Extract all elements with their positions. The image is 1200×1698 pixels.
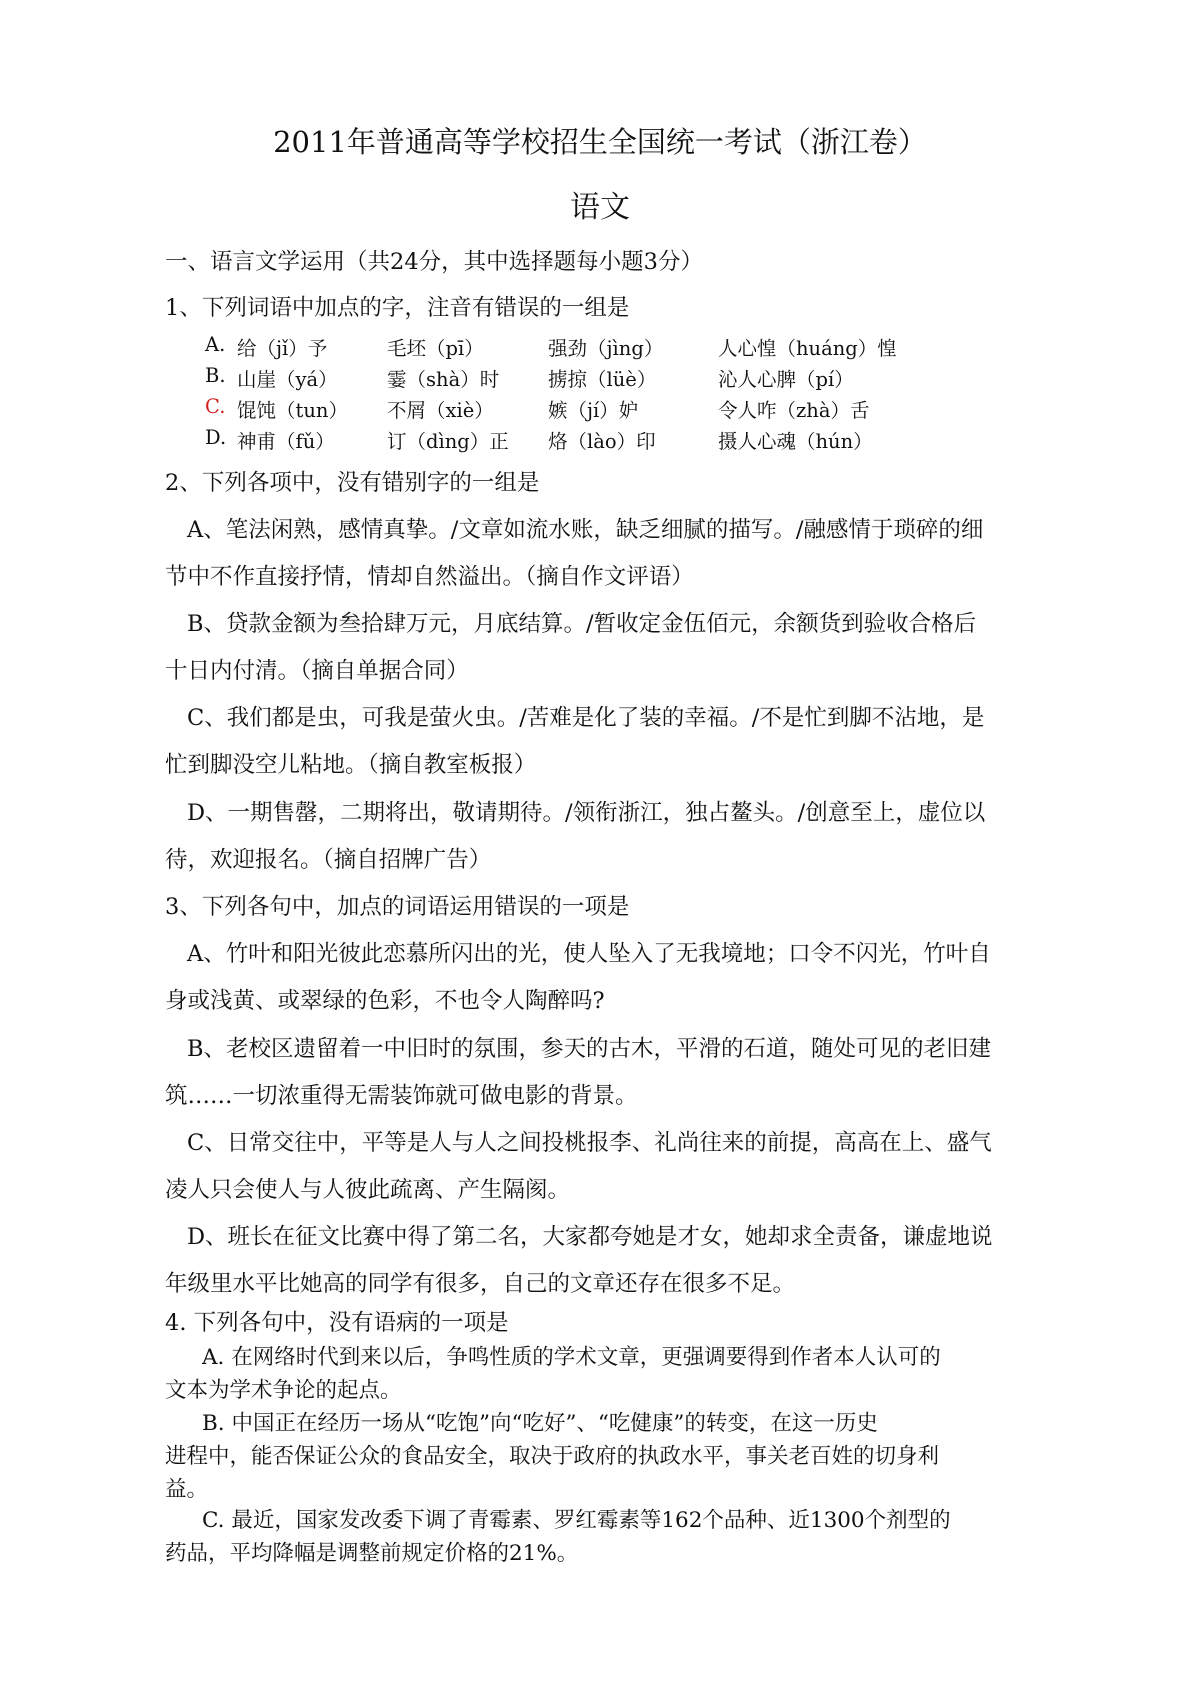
q1-d-item2: 订（dìng）正 — [387, 430, 509, 453]
q1-b-item1: 山崖（yá） — [237, 368, 338, 391]
q2-option-c-line1: C、我们都是虫，可我是萤火虫。/苦难是化了装的幸福。/不是忙到脚不沾地，是 — [187, 705, 985, 731]
q4-option-c-line2: 药品，平均降幅是调整前规定价格的21%。 — [165, 1541, 579, 1566]
q4-option-b-line2: 进程中，能否保证公众的食品安全，取决于政府的执政水平，事关老百姓的切身利 — [165, 1444, 940, 1469]
q1-c-item4: 令人咋（zhà）舌 — [718, 399, 870, 422]
q4-option-c-line1: C. 最近，国家发改委下调了青霉素、罗红霉素等162个品种、近1300个剂型的 — [202, 1508, 951, 1533]
q1-b-item3: 掳掠（lüè） — [548, 368, 657, 391]
q2-option-d-line2: 待，欢迎报名。（摘自招牌广告） — [165, 847, 492, 873]
q2-option-a-line2: 节中不作直接抒情，情却自然溢出。（摘自作文评语） — [165, 564, 694, 590]
q1-d-letter: D. — [205, 426, 227, 449]
q3-option-b-line2: 筑……一切浓重得无需装饰就可做电影的背景。 — [165, 1083, 638, 1109]
q1-d-item3: 烙（lào）印 — [548, 430, 656, 453]
q3-option-b-line1: B、老校区遗留着一中旧时的氛围，参天的古木，平滑的石道，随处可见的老旧建 — [187, 1036, 992, 1062]
q1-a-item1: 给（jǐ）予 — [237, 337, 328, 360]
q1-c-item1: 馄饨（tun） — [237, 399, 348, 422]
q3-option-a-line2: 身或浅黄、或翠绿的色彩，不也令人陶醉吗? — [165, 988, 605, 1014]
q3-option-c-line2: 凌人只会使人与人彼此疏离、产生隔阂。 — [165, 1177, 571, 1203]
q1-c-letter: C. — [205, 395, 226, 418]
q3-option-d-line2: 年级里水平比她高的同学有很多，自己的文章还存在很多不足。 — [165, 1271, 796, 1297]
q1-b-item4: 沁人心脾（pí） — [718, 368, 854, 391]
q1-stem: 1、下列词语中加点的字，注音有错误的一组是 — [165, 295, 630, 321]
section-heading: 一、语言文学运用（共24分，其中选择题每小题3分） — [165, 249, 703, 275]
q2-option-c-line2: 忙到脚没空儿粘地。（摘自教室板报） — [165, 752, 537, 778]
q2-option-d-line1: D、一期售罄，二期将出，敬请期待。/领衔浙江，独占鳌头。/创意至上，虚位以 — [187, 800, 986, 826]
q3-stem: 3、下列各句中，加点的词语运用错误的一项是 — [165, 894, 630, 920]
q4-option-b-line1: B. 中国正在经历一场从“吃饱”向“吃好”、“吃健康”的转变，在这一历史 — [202, 1411, 878, 1436]
exam-title: 2011年普通高等学校招生全国统一考试（浙江卷） — [273, 125, 927, 159]
q1-a-item4: 人心惶（huáng）惶 — [718, 337, 897, 360]
q1-c-item3: 嫉（jí）妒 — [548, 399, 639, 422]
q2-option-a-line1: A、笔法闲熟，感情真挚。/文章如流水账，缺乏细腻的描写。/融感情于琐碎的细 — [187, 517, 984, 543]
q4-option-b-line3: 益。 — [165, 1477, 209, 1502]
q2-option-b-line2: 十日内付清。（摘自单据合同） — [165, 658, 469, 684]
subject-title: 语文 — [570, 190, 630, 225]
q1-a-item2: 毛坯（pī） — [387, 337, 484, 360]
q1-d-item1: 神甫（fǔ） — [237, 430, 335, 453]
q2-stem: 2、下列各项中，没有错别字的一组是 — [165, 470, 540, 496]
q1-b-item2: 霎（shà）时 — [387, 368, 500, 391]
q3-option-c-line1: C、日常交往中，平等是人与人之间投桃报李、礼尚往来的前提，高高在上、盛气 — [187, 1130, 992, 1156]
q1-a-letter: A. — [205, 333, 226, 356]
q2-option-b-line1: B、贷款金额为叁拾肆万元，月底结算。/暂收定金伍佰元，余额货到验收合格后 — [187, 611, 977, 637]
q3-option-a-line1: A、竹叶和阳光彼此恋慕所闪出的光，使人坠入了无我境地；口令不闪光，竹叶自 — [187, 941, 991, 967]
q1-c-item2: 不屑（xiè） — [387, 399, 494, 422]
q3-option-d-line1: D、班长在征文比赛中得了第二名，大家都夸她是才女，她却求全责备，谦虚地说 — [187, 1224, 993, 1250]
q1-d-item4: 摄人心魂（hún） — [718, 430, 873, 453]
q1-b-letter: B. — [205, 364, 226, 387]
q4-stem: 4. 下列各句中，没有语病的一项是 — [165, 1310, 509, 1336]
q4-option-a-line2: 文本为学术争论的起点。 — [165, 1378, 402, 1403]
q1-a-item3: 强劲（jìng） — [548, 337, 664, 360]
q4-option-a-line1: A. 在网络时代到来以后，争鸣性质的学术文章，更强调要得到作者本人认可的 — [202, 1345, 941, 1370]
